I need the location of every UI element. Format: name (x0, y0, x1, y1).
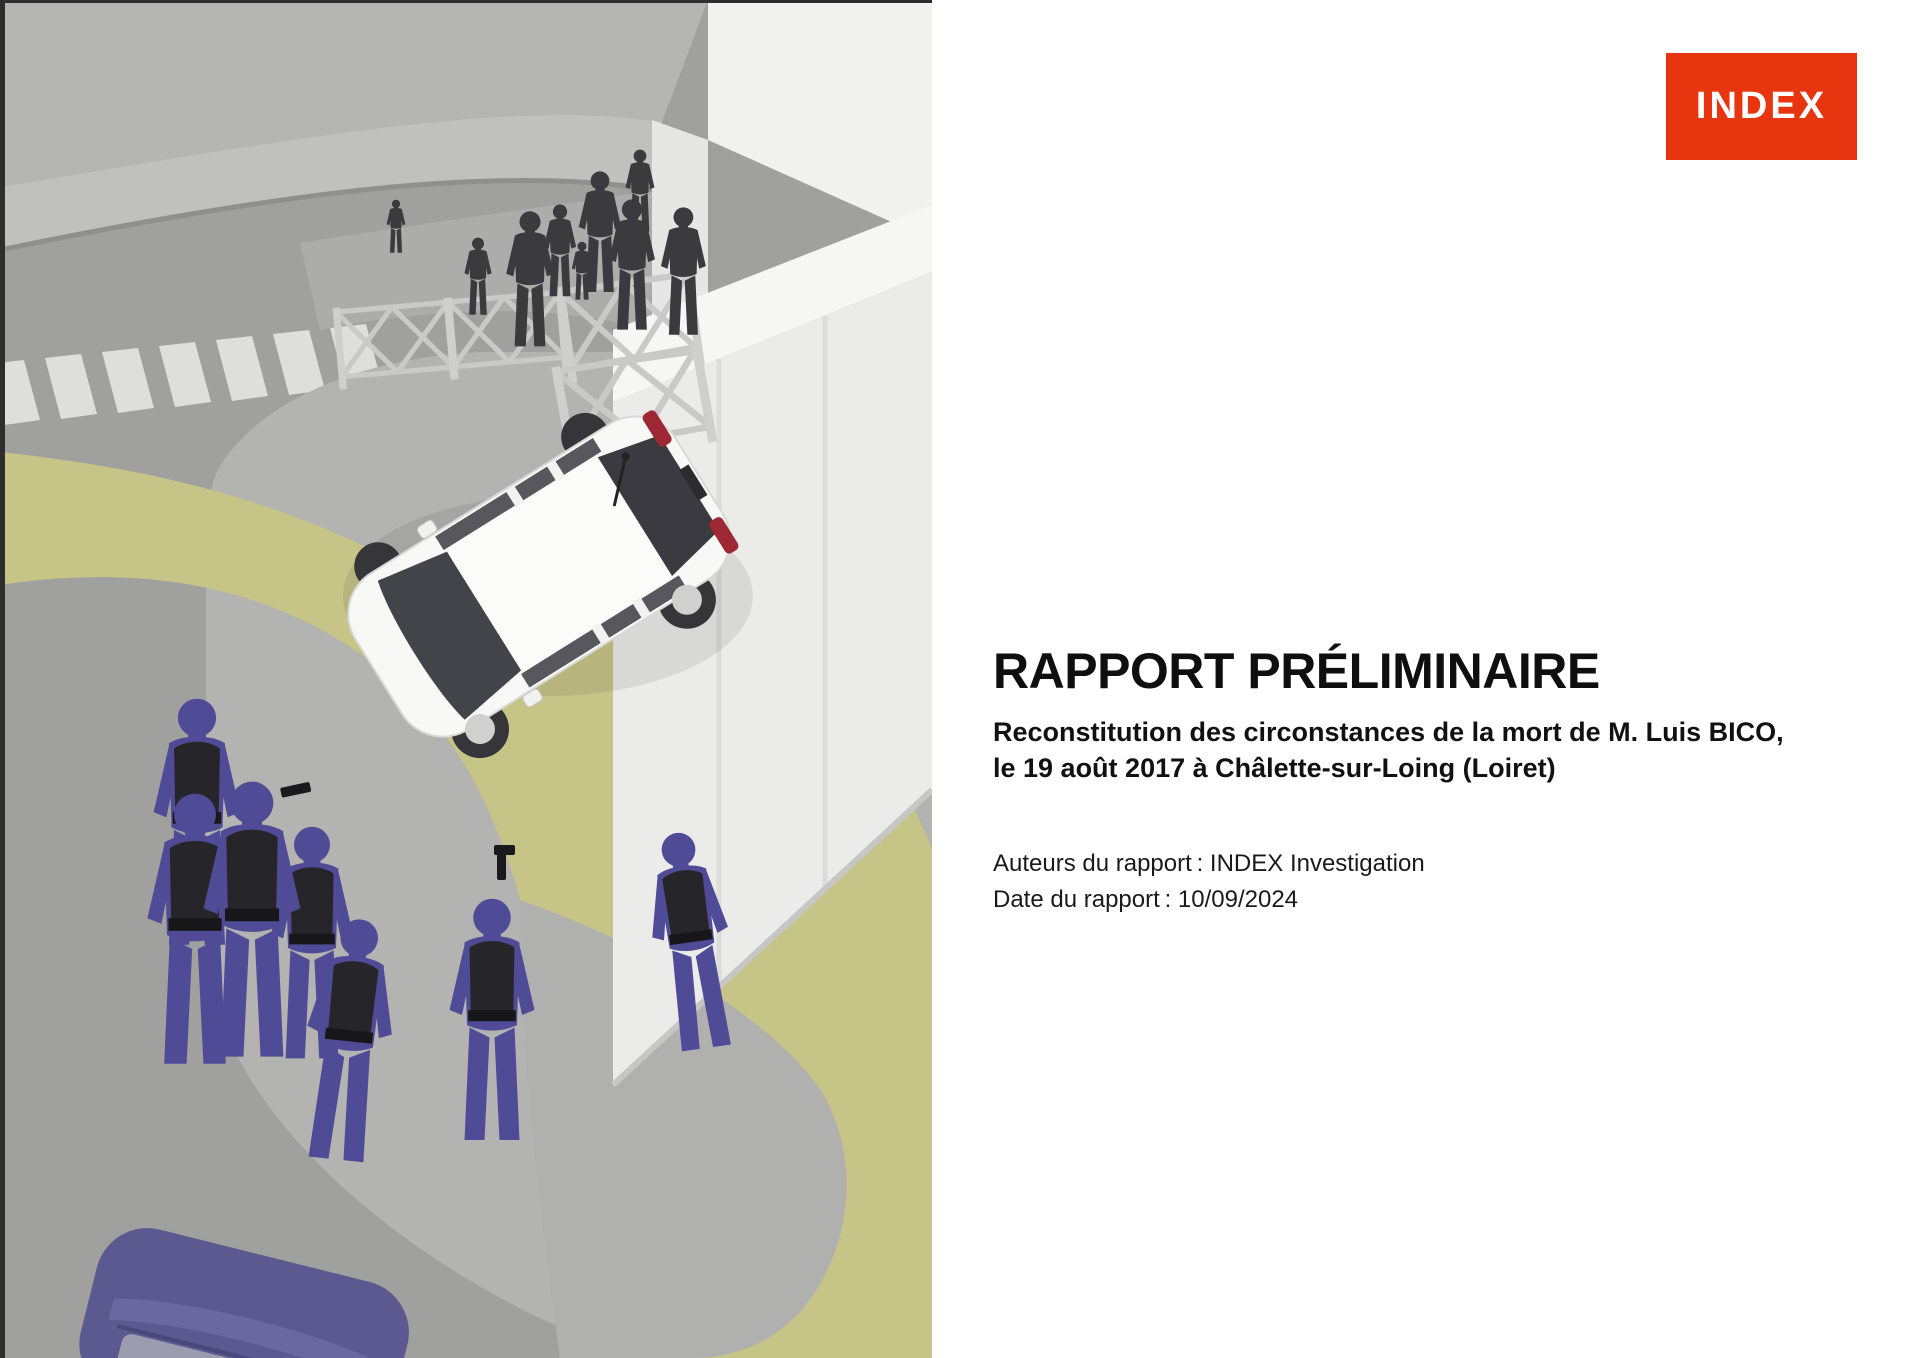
scene-illustration (0, 0, 932, 1358)
report-subtitle-line2: le 19 août 2017 à Châlette-sur-Loing (Loiret) (993, 753, 1556, 783)
report-panel (932, 0, 1923, 1358)
report-meta (993, 846, 1693, 918)
page-title: RAPPORT PRÉLIMINAIRE (993, 643, 1600, 699)
report-authors-line: Auteurs du rapport : INDEX Investigation (993, 850, 1425, 877)
index-logo (1666, 53, 1857, 160)
report-date-line: Date du rapport : 10/09/2024 (993, 886, 1299, 913)
report-subtitle-line1: Reconstitution des circonstances de la mort de M. Luis BICO, (993, 717, 1784, 747)
index-logo-text: INDEX (1695, 85, 1828, 127)
report-subtitle (993, 714, 1873, 786)
scene-canvas (0, 0, 932, 1358)
